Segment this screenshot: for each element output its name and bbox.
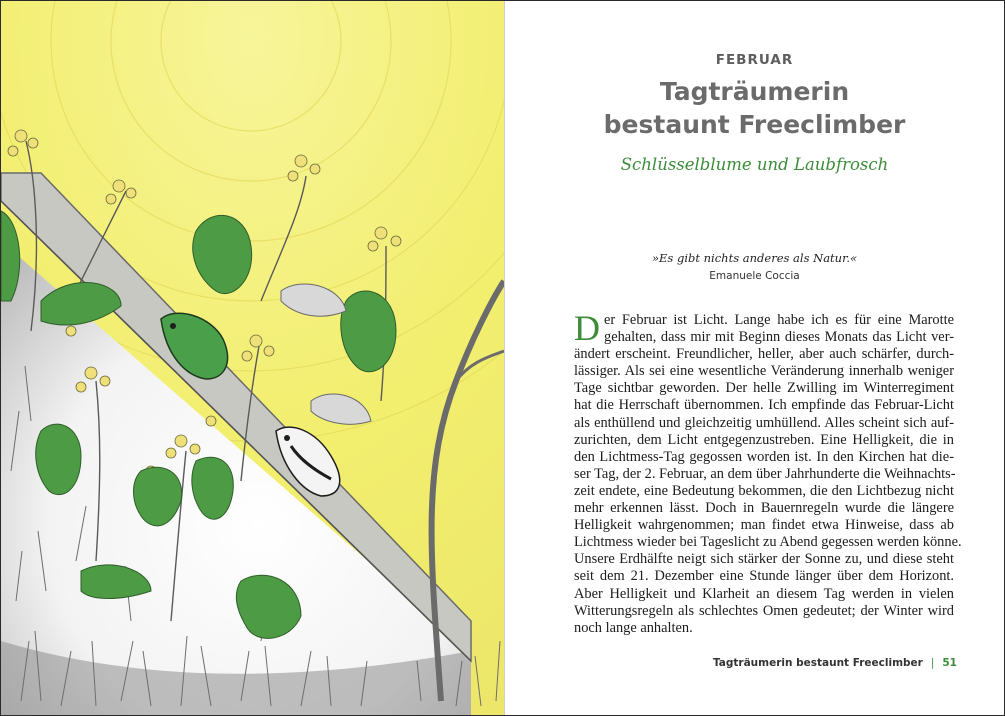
chapter-subtitle: Schlüsselblume und Laubfrosch (620, 155, 889, 174)
month-heading: FEBRUAR (715, 52, 794, 68)
epigraph-quote: »Es gibt nichts anderes als Natur.« (651, 251, 858, 265)
chapter-title (505, 75, 1004, 141)
body-line: den Lichtmess-Tag gegossen worden ist. In den Kirchen hat die- (574, 448, 954, 465)
body-line: ser Tag, der 2. Februar, an dem über Jahrhunderte die Weihnachts- (574, 465, 956, 482)
body-line: noch lange anhalten. (574, 619, 693, 636)
running-footer (713, 657, 957, 669)
body-paragraph (574, 308, 962, 637)
illustration-canvas (1, 1, 504, 715)
epigraph-author: Emanuele Coccia (709, 270, 800, 282)
body-line: er Februar ist Licht. Lange habe ich es für eine Marotte (604, 312, 954, 328)
body-line: mehr erkennen lässt. Doch in Bauernregeln wurde die längere (574, 500, 954, 517)
chapter-title-line-2: bestaunt Freeclimber (603, 110, 906, 139)
body-line: Lichtmess wieder bei Tageslicht zu Abend gegessen werden könne. (574, 534, 962, 551)
body-line: gehalten, dass mir mit Beginn dieses Monats das Licht ver- (604, 329, 954, 346)
chapter-title-line-1: Tagträumerin (659, 77, 850, 106)
body-line: Helligkeit wahrgenommen; man findet etwa Hinweise, dass ab (574, 517, 954, 534)
page-number: 51 (942, 657, 957, 669)
body-line: Tage sichtbar geworden. Der helle Zwilling im Winterregiment (574, 380, 954, 397)
body-line: zurichten, dem Licht entgegenzustreben. Eine Helligkeit, die in (574, 431, 954, 448)
footer-title: Tagträumerin bestaunt Freeclimber (712, 657, 923, 669)
body-line: ändert erscheint. Freundlicher, heller, aber auch schärfer, durch- (574, 346, 954, 363)
body-line: Witterungsregeln als schlechtes Omen gedeutet; der Winter wird (574, 602, 954, 619)
body-line: Aber Helligkeit und Klarheit an diesem Tag werden in vielen (574, 585, 954, 602)
text-page (505, 1, 1004, 715)
body-line: Unsere Erdhälfte neigt sich stärker der Sonne zu, und diese steht (574, 551, 954, 568)
body-line: seit dem 21. Dezember eine Stunde länger über dem Horizont. (574, 568, 954, 585)
drop-cap: D (574, 308, 600, 348)
footer-separator: | (930, 657, 935, 669)
body-line: lässiger. Als sei eine wesentliche Veränderung innerhalb weniger (574, 363, 954, 380)
body-line: zeit endete, eine Bedeutung bekommen, die den Lichtbezug nicht (574, 482, 954, 499)
primrose-and-treefrog-illustration (1, 1, 505, 715)
body-line: als enthüllend und gleichzeitig umhüllend. Alles scheint sich auf- (574, 414, 954, 431)
body-line: hat die Herrschaft übernommen. Ich empfinde das Februar-Licht (574, 397, 954, 414)
